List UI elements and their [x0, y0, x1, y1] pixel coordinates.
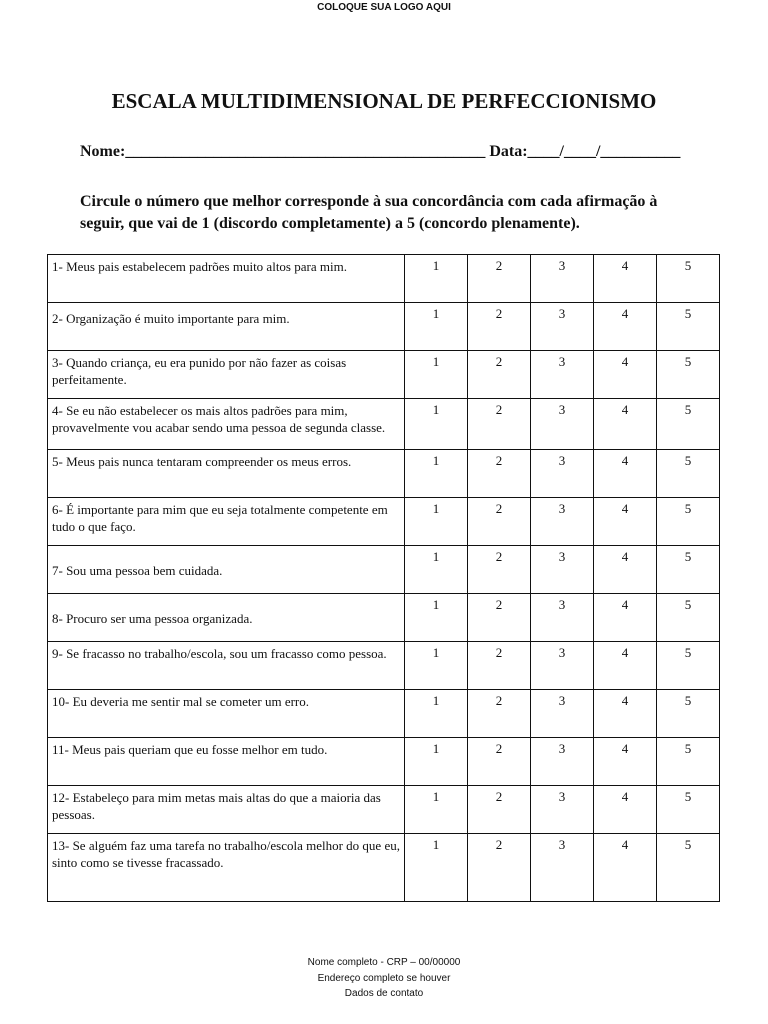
score-label: 2 — [495, 453, 503, 468]
score-label: 3 — [558, 741, 566, 756]
score-label: 5 — [684, 453, 692, 468]
score-label: 2 — [495, 837, 503, 852]
score-option-2[interactable] — [468, 351, 531, 399]
item-statement: 10- Eu deveria me sentir mal se cometer um erro. — [52, 694, 310, 709]
score-label: 1 — [432, 402, 440, 417]
score-option-3[interactable] — [531, 738, 594, 786]
table-row — [48, 786, 720, 834]
score-option-5[interactable] — [657, 450, 720, 498]
score-option-4[interactable] — [594, 498, 657, 546]
item-cell — [48, 303, 405, 351]
score-option-3[interactable] — [531, 399, 594, 450]
score-label: 3 — [558, 501, 566, 516]
score-label: 4 — [621, 306, 629, 321]
score-label: 5 — [684, 354, 692, 369]
score-option-2[interactable] — [468, 399, 531, 450]
table-row — [48, 351, 720, 399]
footer-contact: Dados de contato — [344, 988, 424, 999]
item-statement: 13- Se alguém faz uma tarefa no trabalho/escola melhor do que eu, sinto como se tivesse fracassado. — [52, 838, 400, 870]
score-label: 3 — [558, 597, 566, 612]
score-option-5[interactable] — [657, 351, 720, 399]
score-option-5[interactable] — [657, 399, 720, 450]
score-label: 3 — [558, 453, 566, 468]
score-option-3[interactable] — [531, 303, 594, 351]
score-label: 5 — [684, 549, 692, 564]
score-label: 4 — [621, 741, 629, 756]
score-label: 3 — [558, 789, 566, 804]
table-row — [48, 498, 720, 546]
item-statement: 12- Estabeleço para mim metas mais altas do que a maioria das pessoas. — [52, 790, 381, 822]
score-option-5[interactable] — [657, 303, 720, 351]
score-option-4[interactable] — [594, 642, 657, 690]
table-row — [48, 642, 720, 690]
score-option-3[interactable] — [531, 594, 594, 642]
score-option-1[interactable] — [405, 690, 468, 738]
score-option-2[interactable] — [468, 690, 531, 738]
score-option-4[interactable] — [594, 399, 657, 450]
item-statement: 7- Sou uma pessoa bem cuidada. — [52, 563, 223, 578]
item-cell — [48, 690, 405, 738]
score-label: 1 — [432, 453, 440, 468]
score-label: 2 — [495, 693, 503, 708]
score-option-5[interactable] — [657, 498, 720, 546]
item-cell — [48, 786, 405, 834]
item-statement: 3- Quando criança, eu era punido por não fazer as coisas perfeitamente. — [52, 355, 347, 387]
score-option-2[interactable] — [468, 450, 531, 498]
item-cell — [48, 594, 405, 642]
item-statement: 5- Meus pais nunca tentaram compreender os meus erros. — [52, 454, 352, 469]
score-option-3[interactable] — [531, 834, 594, 902]
score-option-3[interactable] — [531, 450, 594, 498]
score-option-1[interactable] — [405, 834, 468, 902]
item-statement: 4- Se eu não estabelecer os mais altos padrões para mim, provavelmente vou acabar sendo uma pessoa de segunda classe. — [52, 403, 386, 435]
score-label: 4 — [621, 597, 629, 612]
score-option-1[interactable] — [405, 399, 468, 450]
score-label: 4 — [621, 453, 629, 468]
score-option-2[interactable] — [468, 594, 531, 642]
instructions-text: Circule o número que melhor corresponde à sua concordância com cada afirmação à seguir, que vai de 1 (discordo completamente) a 5 (concordo plenamente). — [80, 193, 658, 232]
item-cell — [48, 498, 405, 546]
score-label: 4 — [621, 354, 629, 369]
score-label: 1 — [432, 354, 440, 369]
table-row — [48, 255, 720, 303]
score-label: 1 — [432, 741, 440, 756]
table-row — [48, 450, 720, 498]
score-option-2[interactable] — [468, 642, 531, 690]
score-label: 5 — [684, 837, 692, 852]
footer-name-crp: Nome completo - CRP – 00/00000 — [307, 957, 461, 968]
item-cell — [48, 399, 405, 450]
score-label: 2 — [495, 258, 503, 273]
score-label: 5 — [684, 693, 692, 708]
score-label: 4 — [621, 645, 629, 660]
score-option-4[interactable] — [594, 303, 657, 351]
score-label: 3 — [558, 693, 566, 708]
item-cell — [48, 450, 405, 498]
score-option-3[interactable] — [531, 690, 594, 738]
score-option-2[interactable] — [468, 255, 531, 303]
score-label: 2 — [495, 354, 503, 369]
score-option-3[interactable] — [531, 546, 594, 594]
score-option-5[interactable] — [657, 786, 720, 834]
item-cell — [48, 738, 405, 786]
table-row — [48, 738, 720, 786]
item-cell — [48, 642, 405, 690]
score-label: 2 — [495, 501, 503, 516]
score-label: 3 — [558, 306, 566, 321]
score-option-1[interactable] — [405, 255, 468, 303]
score-label: 5 — [684, 789, 692, 804]
score-option-4[interactable] — [594, 351, 657, 399]
score-option-2[interactable] — [468, 498, 531, 546]
score-option-1[interactable] — [405, 594, 468, 642]
score-label: 4 — [621, 402, 629, 417]
score-option-1[interactable] — [405, 786, 468, 834]
score-option-1[interactable] — [405, 642, 468, 690]
score-option-1[interactable] — [405, 738, 468, 786]
score-label: 5 — [684, 306, 692, 321]
score-option-3[interactable] — [531, 498, 594, 546]
score-option-2[interactable] — [468, 738, 531, 786]
score-label: 4 — [621, 837, 629, 852]
score-label: 5 — [684, 597, 692, 612]
table-row — [48, 594, 720, 642]
item-statement: 8- Procuro ser uma pessoa organizada. — [52, 611, 253, 626]
score-label: 1 — [432, 645, 440, 660]
score-option-5[interactable] — [657, 690, 720, 738]
table-row — [48, 834, 720, 902]
score-label: 4 — [621, 501, 629, 516]
item-statement: 2- Organização é muito importante para mim. — [52, 311, 290, 326]
table-row — [48, 546, 720, 594]
score-label: 2 — [495, 741, 503, 756]
score-label: 1 — [432, 258, 440, 273]
table-row — [48, 303, 720, 351]
score-option-4[interactable] — [594, 450, 657, 498]
score-label: 1 — [432, 789, 440, 804]
score-option-4[interactable] — [594, 690, 657, 738]
score-option-5[interactable] — [657, 546, 720, 594]
item-statement: 9- Se fracasso no trabalho/escola, sou um fracasso como pessoa. — [52, 646, 387, 661]
score-option-1[interactable] — [405, 498, 468, 546]
item-cell — [48, 351, 405, 399]
score-label: 3 — [558, 645, 566, 660]
item-statement: 6- É importante para mim que eu seja totalmente competente em tudo o que faço. — [52, 502, 388, 534]
score-option-5[interactable] — [657, 738, 720, 786]
score-option-4[interactable] — [594, 255, 657, 303]
footer — [0, 955, 768, 1002]
score-label: 5 — [684, 501, 692, 516]
score-label: 5 — [684, 645, 692, 660]
item-cell — [48, 255, 405, 303]
score-option-1[interactable] — [405, 351, 468, 399]
score-label: 1 — [432, 837, 440, 852]
score-label: 2 — [495, 789, 503, 804]
table-row — [48, 399, 720, 450]
score-label: 5 — [684, 402, 692, 417]
score-option-2[interactable] — [468, 786, 531, 834]
score-label: 2 — [495, 402, 503, 417]
page-title: ESCALA MULTIDIMENSIONAL DE PERFECCIONISMO — [111, 89, 657, 113]
score-option-4[interactable] — [594, 834, 657, 902]
score-option-4[interactable] — [594, 594, 657, 642]
item-statement: 1- Meus pais estabelecem padrões muito altos para mim. — [52, 259, 347, 274]
score-label: 3 — [558, 837, 566, 852]
score-option-2[interactable] — [468, 546, 531, 594]
score-label: 1 — [432, 597, 440, 612]
score-label: 3 — [558, 549, 566, 564]
item-statement: 11- Meus pais queriam que eu fosse melhor em tudo. — [52, 742, 328, 757]
score-option-3[interactable] — [531, 642, 594, 690]
score-label: 2 — [495, 645, 503, 660]
score-label: 1 — [432, 501, 440, 516]
score-label: 1 — [432, 693, 440, 708]
score-option-5[interactable] — [657, 642, 720, 690]
score-option-4[interactable] — [594, 546, 657, 594]
score-option-3[interactable] — [531, 351, 594, 399]
score-label: 4 — [621, 693, 629, 708]
table-row — [48, 690, 720, 738]
score-label: 2 — [495, 306, 503, 321]
score-option-2[interactable] — [468, 834, 531, 902]
score-label: 5 — [684, 258, 692, 273]
score-label: 4 — [621, 789, 629, 804]
score-label: 3 — [558, 402, 566, 417]
score-label: 3 — [558, 354, 566, 369]
score-label: 2 — [495, 597, 503, 612]
logo-placeholder: COLOQUE SUA LOGO AQUI — [317, 2, 451, 13]
score-option-3[interactable] — [531, 786, 594, 834]
score-option-4[interactable] — [594, 786, 657, 834]
score-option-1[interactable] — [405, 546, 468, 594]
name-date-field-line[interactable]: Nome:_____________________________________________ Data:____/____/__________ — [80, 143, 681, 160]
score-option-3[interactable] — [531, 255, 594, 303]
score-option-1[interactable] — [405, 303, 468, 351]
score-label: 3 — [558, 258, 566, 273]
score-option-5[interactable] — [657, 834, 720, 902]
score-label: 1 — [432, 549, 440, 564]
score-option-5[interactable] — [657, 594, 720, 642]
score-label: 4 — [621, 549, 629, 564]
score-label: 1 — [432, 306, 440, 321]
score-option-4[interactable] — [594, 738, 657, 786]
score-option-5[interactable] — [657, 255, 720, 303]
score-label: 2 — [495, 549, 503, 564]
footer-address: Endereço completo se houver — [317, 972, 451, 984]
score-option-2[interactable] — [468, 303, 531, 351]
item-cell — [48, 834, 405, 902]
perfectionism-scale-table — [47, 254, 720, 902]
item-cell — [48, 546, 405, 594]
score-label: 5 — [684, 741, 692, 756]
score-label: 4 — [621, 258, 629, 273]
score-option-1[interactable] — [405, 450, 468, 498]
